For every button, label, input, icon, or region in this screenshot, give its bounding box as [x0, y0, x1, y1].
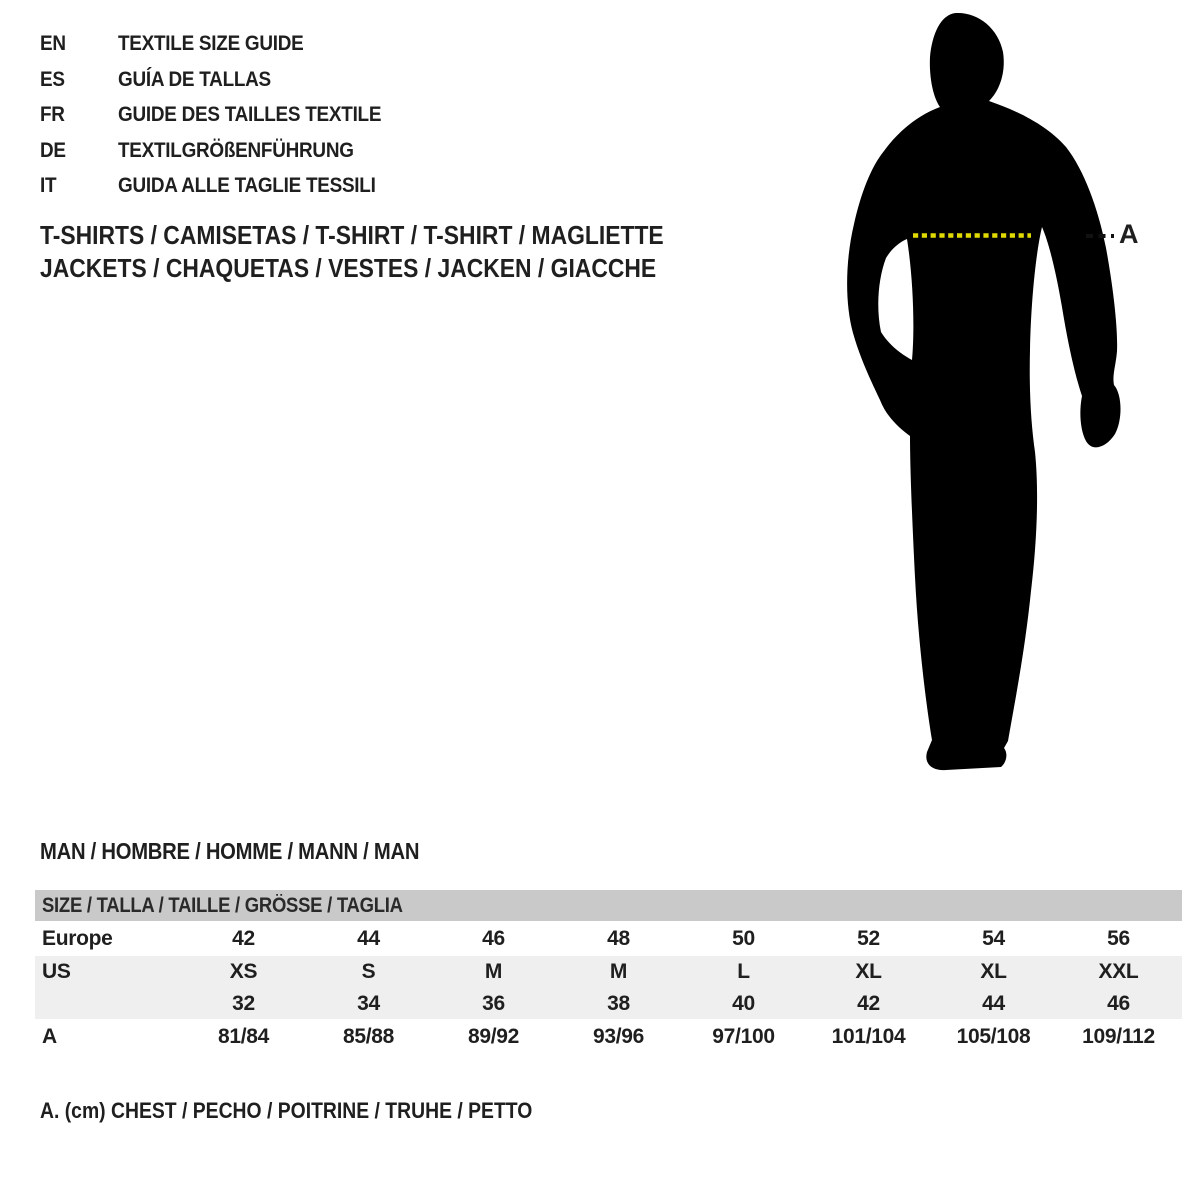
row-label: US: [42, 960, 71, 983]
size-cell: 101/104: [831, 1025, 906, 1048]
size-cell: M: [609, 960, 628, 983]
language-code: [40, 62, 118, 98]
size-cell: 97/100: [712, 1025, 775, 1048]
size-cell: 34: [357, 992, 380, 1015]
table-row-numeric: [35, 988, 1182, 1019]
language-title: GUÍA DE TALLAS: [118, 66, 271, 91]
language-code-text: FR: [40, 102, 65, 127]
language-code-text: DE: [40, 137, 66, 162]
row-label: Europe: [42, 927, 113, 950]
table-row-europe: [35, 921, 1182, 956]
language-row: [40, 133, 417, 169]
language-guide-list: [40, 26, 417, 204]
size-cell: 89/92: [467, 1025, 520, 1048]
row-label: [35, 988, 181, 1019]
size-cell: 44: [357, 927, 380, 950]
language-title: TEXTILGRÖßENFÜHRUNG: [118, 137, 354, 162]
size-cell: 46: [1107, 992, 1130, 1015]
language-code-text: IT: [40, 173, 57, 198]
size-cell: XS: [229, 960, 258, 983]
size-cell: XL: [980, 960, 1007, 983]
size-cell: XXL: [1098, 960, 1139, 983]
size-cell: S: [361, 960, 376, 983]
category-line-tshirts-text: T-SHIRTS / CAMISETAS / T-SHIRT / T-SHIRT / MAGLIETTE: [40, 220, 664, 250]
language-title: TEXTILE SIZE GUIDE: [118, 31, 304, 55]
language-code: [40, 26, 118, 62]
size-cell: 52: [857, 927, 880, 950]
measurement-footnote: [40, 1096, 599, 1126]
language-title: GUIDA ALLE TAGLIE TESSILI: [118, 173, 376, 198]
size-cell: 32: [232, 992, 255, 1015]
size-cell: 109/112: [1082, 1025, 1155, 1048]
size-cell: 93/96: [592, 1025, 645, 1048]
category-line-tshirts: [40, 219, 749, 252]
size-cell: 46: [482, 927, 505, 950]
category-line-jackets: [40, 252, 749, 285]
language-row: [40, 62, 417, 98]
size-cell: XL: [855, 960, 882, 983]
language-code: [40, 168, 118, 204]
striped-row-group: [35, 956, 1182, 1019]
size-table-header-text: SIZE / TALLA / TAILLE / GRÖSSE / TAGLIA: [42, 894, 403, 917]
size-cell: 48: [607, 927, 630, 950]
size-cell: 105/108: [956, 1025, 1031, 1048]
size-cell: 36: [482, 992, 505, 1015]
size-cell: 42: [232, 927, 255, 950]
category-lines: [40, 219, 749, 285]
size-cell: 50: [732, 927, 755, 950]
size-cell: 38: [607, 992, 630, 1015]
section-title: [40, 838, 471, 865]
language-title: GUIDE DES TAILLES TEXTILE: [118, 102, 382, 127]
size-cell: 40: [732, 992, 755, 1015]
size-cell: M: [484, 960, 503, 983]
language-code: [40, 97, 118, 133]
section-title-text: MAN / HOMBRE / HOMME / MANN / MAN: [40, 838, 420, 864]
language-row: [40, 26, 417, 62]
size-cell: 54: [982, 927, 1005, 950]
row-label: A: [42, 1025, 57, 1048]
size-cell: 81/84: [217, 1025, 270, 1048]
size-cell: 44: [982, 992, 1005, 1015]
language-row: [40, 168, 417, 204]
size-cell: L: [737, 960, 750, 983]
language-code: [40, 133, 118, 169]
table-row-chest: [35, 1019, 1182, 1052]
size-cell: 42: [857, 992, 880, 1015]
language-code-text: ES: [40, 66, 65, 91]
size-table: [35, 890, 1182, 1052]
size-cell: 56: [1107, 927, 1130, 950]
man-silhouette: [820, 0, 1200, 800]
measurement-footnote-text: A. (cm) CHEST / PECHO / POITRINE / TRUHE / PETTO: [40, 1098, 533, 1123]
language-row: [40, 97, 417, 133]
table-row-us: [35, 956, 1182, 988]
size-cell: 85/88: [342, 1025, 395, 1048]
silhouette-path: [847, 13, 1120, 770]
measure-label-a: A: [1119, 219, 1139, 249]
category-line-jackets-text: JACKETS / CHAQUETAS / VESTES / JACKEN / GIACCHE: [40, 253, 657, 283]
size-table-header: [35, 890, 1182, 921]
language-code-text: EN: [40, 31, 66, 55]
